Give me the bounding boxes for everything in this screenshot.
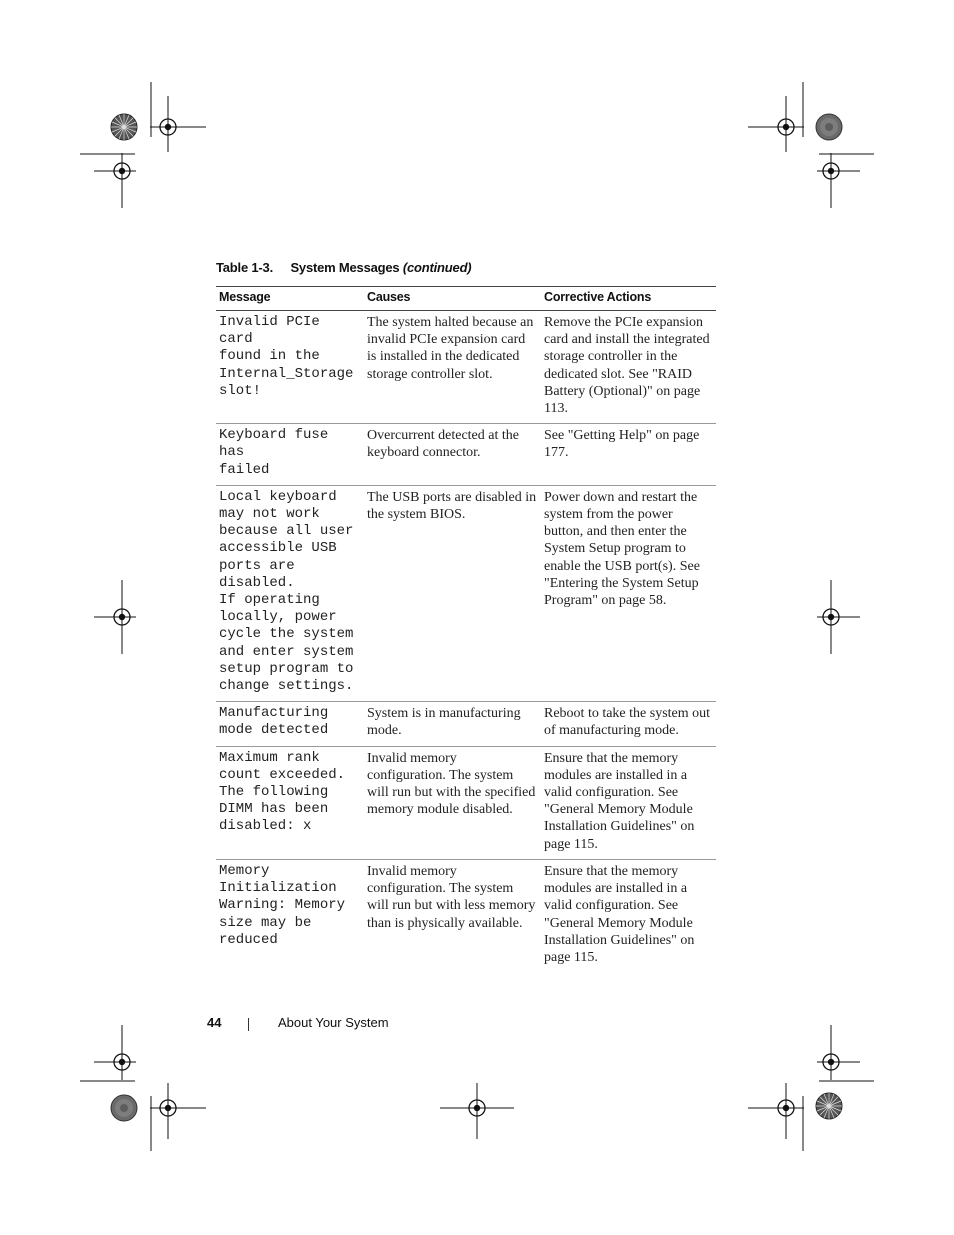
actions-cell: See "Getting Help" on page 177. bbox=[541, 424, 716, 486]
system-messages-table bbox=[216, 286, 716, 972]
table-row bbox=[216, 424, 716, 486]
table-row bbox=[216, 311, 716, 424]
actions-cell: Ensure that the memory modules are installed in a valid configuration. See "General Memory Module Installation Guidelines" on page 115. bbox=[544, 863, 695, 965]
page-number: 44 bbox=[207, 1015, 222, 1030]
table-row bbox=[216, 746, 716, 859]
causes-cell: The USB ports are disabled in the system BIOS. bbox=[364, 485, 541, 701]
causes-cell: Invalid memory configuration. The system will run but with less memory than is physically available. bbox=[367, 863, 536, 931]
actions-cell: Reboot to take the system out of manufacturing mode. bbox=[541, 702, 716, 746]
table-caption bbox=[216, 260, 471, 275]
message-cell: Manufacturing mode detected bbox=[216, 702, 364, 746]
table-row bbox=[216, 859, 716, 972]
message-cell: Invalid PCIe card found in the Internal_Storage slot! bbox=[216, 311, 364, 424]
column-header-corrective-actions: Corrective Actions bbox=[541, 287, 716, 311]
causes-cell: System is in manufacturing mode. bbox=[364, 702, 541, 746]
table-continued-label: (continued) bbox=[402, 260, 472, 275]
actions-cell: Ensure that the memory modules are installed in a valid configuration. See "General Memory Module Installation Guidelines" on page 115. bbox=[541, 746, 716, 859]
footer-section-title: About Your System bbox=[278, 1015, 389, 1030]
footer-divider bbox=[248, 1018, 249, 1031]
column-header-causes: Causes bbox=[364, 287, 541, 311]
message-cell: Keyboard fuse has failed bbox=[216, 424, 364, 486]
actions-cell: Remove the PCIe expansion card and install the integrated storage controller in the dedicated slot. See "RAID Battery (Optional)" on page 113. bbox=[541, 311, 716, 424]
message-cell: Maximum rank count exceeded. The following DIMM has been disabled: x bbox=[216, 746, 364, 859]
causes-cell: Invalid memory configuration. The system will run but with the specified memory module disabled. bbox=[364, 746, 541, 859]
table-header-row bbox=[216, 287, 716, 311]
message-cell: Local keyboard may not work because all user accessible USB ports are disabled. If operating locally, power cycle the system and enter system setup program to change settings. bbox=[216, 485, 364, 701]
table-number: Table 1-3. bbox=[216, 260, 274, 275]
actions-cell: Power down and restart the system from the power button, and then enter the System Setup program to enable the USB port(s). See "Entering the System Setup Program" on page 58. bbox=[541, 485, 716, 701]
causes-cell: Overcurrent detected at the keyboard connector. bbox=[364, 424, 541, 486]
message-cell: Memory Initialization Warning: Memory size may be reduced bbox=[219, 862, 346, 948]
table-row bbox=[216, 702, 716, 746]
table-title: System Messages bbox=[290, 260, 400, 275]
causes-cell: The system halted because an invalid PCIe expansion card is installed in the dedicated storage controller slot. bbox=[364, 311, 541, 424]
column-header-message: Message bbox=[216, 287, 364, 311]
table-row bbox=[216, 485, 716, 701]
